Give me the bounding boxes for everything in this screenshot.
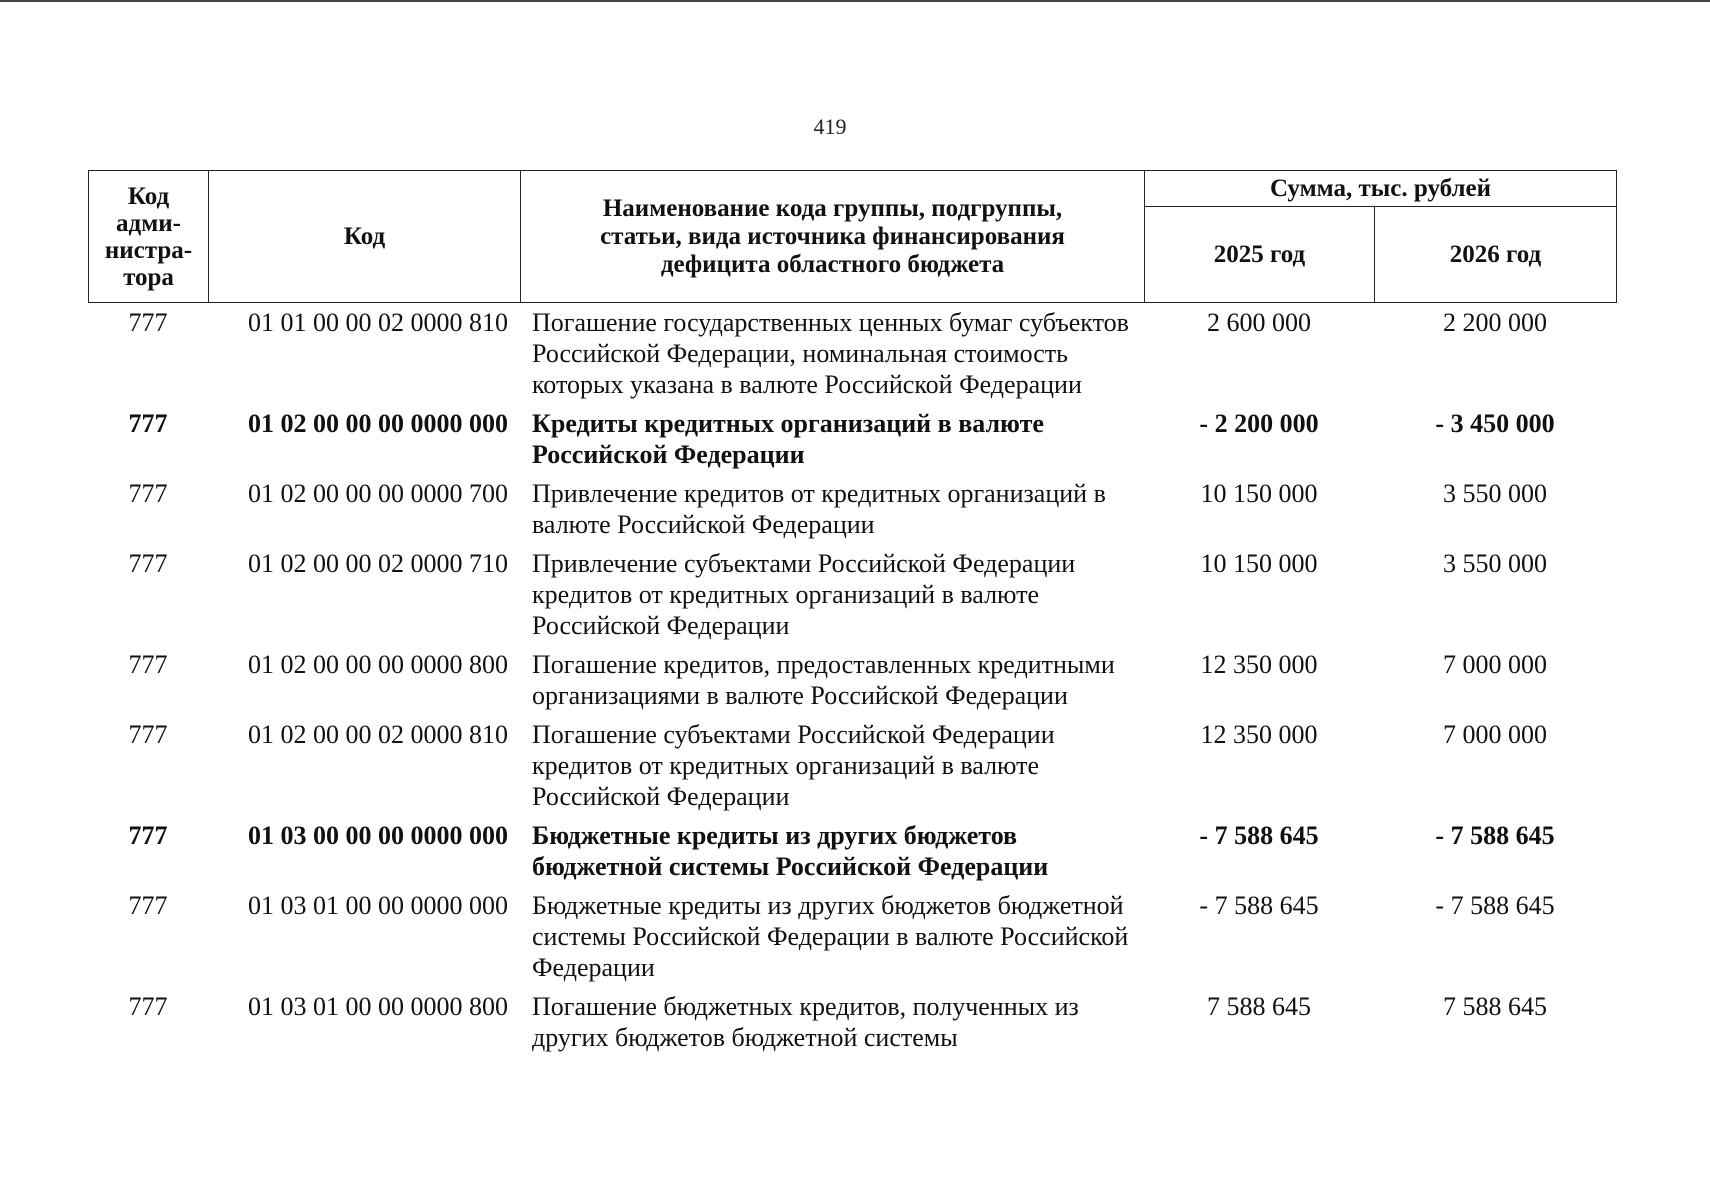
cell-admin-code: 777: [128, 479, 168, 508]
cell-sum-2026: - 7 588 645: [1435, 821, 1555, 850]
cell-code: 01 03 01 00 00 0000 000: [248, 891, 508, 920]
cell-sum-2026: - 3 450 000: [1435, 409, 1555, 438]
cell-sum-2025: - 2 200 000: [1199, 409, 1319, 438]
table-row: [88, 474, 1616, 544]
table-row: [88, 544, 1616, 645]
table-row: [88, 816, 1616, 886]
cell-sum-2025: 12 350 000: [1200, 650, 1318, 679]
cell-name: Бюджетные кредиты из других бюджетов бюджетной системы Российской Федерации: [532, 821, 1049, 881]
cell-name: Погашение субъектами Российской Федерации кредитов от кредитных организаций в валюте Российской Федерации: [532, 720, 1055, 811]
cell-sum-2026: - 7 588 645: [1435, 891, 1555, 920]
cell-sum-2025: - 7 588 645: [1199, 821, 1319, 850]
cell-sum-2025: 10 150 000: [1200, 479, 1318, 508]
cell-name: Погашение кредитов, предоставленных кредитными организациями в валюте Российской Федерации: [532, 650, 1115, 710]
cell-sum-2025: 10 150 000: [1200, 549, 1318, 578]
header-code: Код: [209, 171, 521, 303]
cell-code: 01 02 00 00 00 0000 000: [248, 409, 508, 438]
header-admin-line: тора: [123, 263, 174, 291]
cell-name: Погашение бюджетных кредитов, полученных из других бюджетов бюджетной системы: [532, 992, 1079, 1052]
table-row: [88, 715, 1616, 816]
cell-code: 01 01 00 00 02 0000 810: [248, 308, 508, 337]
header-admin-line: нистра-: [104, 236, 193, 264]
header-year-2025: 2025 год: [1145, 207, 1375, 303]
cell-sum-2025: - 7 588 645: [1199, 891, 1319, 920]
header-admin-line: Код: [127, 182, 170, 210]
page-number: 419: [813, 114, 847, 139]
header-admin-line: адми-: [116, 209, 181, 237]
header-name-line: Наименование кода группы, подгруппы,: [602, 194, 1063, 222]
cell-admin-code: 777: [128, 409, 168, 438]
cell-admin-code: 777: [128, 549, 168, 578]
header-sum: Сумма, тыс. рублей: [1145, 171, 1617, 207]
cell-name: Привлечение субъектами Российской Федерации кредитов от кредитных организаций в валюте Российской Федерации: [532, 549, 1076, 640]
cell-name: Кредиты кредитных организаций в валюте Российской Федерации: [532, 409, 1044, 469]
table-row: [88, 645, 1616, 715]
cell-admin-code: 777: [128, 992, 168, 1021]
cell-code: 01 03 01 00 00 0000 800: [248, 992, 508, 1021]
header-name-line: статьи, вида источника финансирования: [600, 222, 1065, 250]
table-row: [88, 886, 1616, 987]
cell-sum-2026: 3 550 000: [1443, 549, 1547, 578]
page-top-edge: [0, 0, 1710, 2]
cell-name: Привлечение кредитов от кредитных организаций в валюте Российской Федерации: [532, 479, 1106, 539]
cell-sum-2026: 7 588 645: [1443, 992, 1547, 1021]
cell-admin-code: 777: [128, 308, 168, 337]
cell-code: 01 02 00 00 00 0000 700: [248, 479, 508, 508]
cell-sum-2026: 7 000 000: [1443, 720, 1547, 749]
table-row: [88, 987, 1616, 1057]
cell-name: Бюджетные кредиты из других бюджетов бюджетной системы Российской Федерации в валюте Российской Федерации: [532, 891, 1129, 982]
cell-name: Погашение государственных ценных бумаг субъектов Российской Федерации, номинальная стоимость которых указана в валюте Российской Федерации: [532, 308, 1129, 399]
cell-code: 01 03 00 00 00 0000 000: [248, 821, 508, 850]
cell-sum-2026: 3 550 000: [1443, 479, 1547, 508]
table-header: [88, 170, 1617, 303]
cell-code: 01 02 00 00 00 0000 800: [248, 650, 508, 679]
cell-sum-2025: 12 350 000: [1200, 720, 1318, 749]
cell-admin-code: 777: [128, 821, 168, 850]
header-admin-code: [89, 171, 209, 303]
cell-sum-2025: 2 600 000: [1207, 308, 1311, 337]
table-row: [88, 404, 1616, 474]
cell-code: 01 02 00 00 02 0000 810: [248, 720, 508, 749]
cell-sum-2026: 2 200 000: [1443, 308, 1547, 337]
cell-sum-2025: 7 588 645: [1207, 992, 1311, 1021]
header-year-2026: 2026 год: [1375, 207, 1617, 303]
cell-code: 01 02 00 00 02 0000 710: [248, 549, 508, 578]
cell-admin-code: 777: [128, 891, 168, 920]
cell-sum-2026: 7 000 000: [1443, 650, 1547, 679]
header-name: [521, 171, 1145, 303]
table-row: [88, 303, 1616, 404]
cell-admin-code: 777: [128, 720, 168, 749]
table-body: [88, 303, 1616, 1057]
header-name-line: дефицита областного бюджета: [660, 250, 1005, 278]
cell-admin-code: 777: [128, 650, 168, 679]
